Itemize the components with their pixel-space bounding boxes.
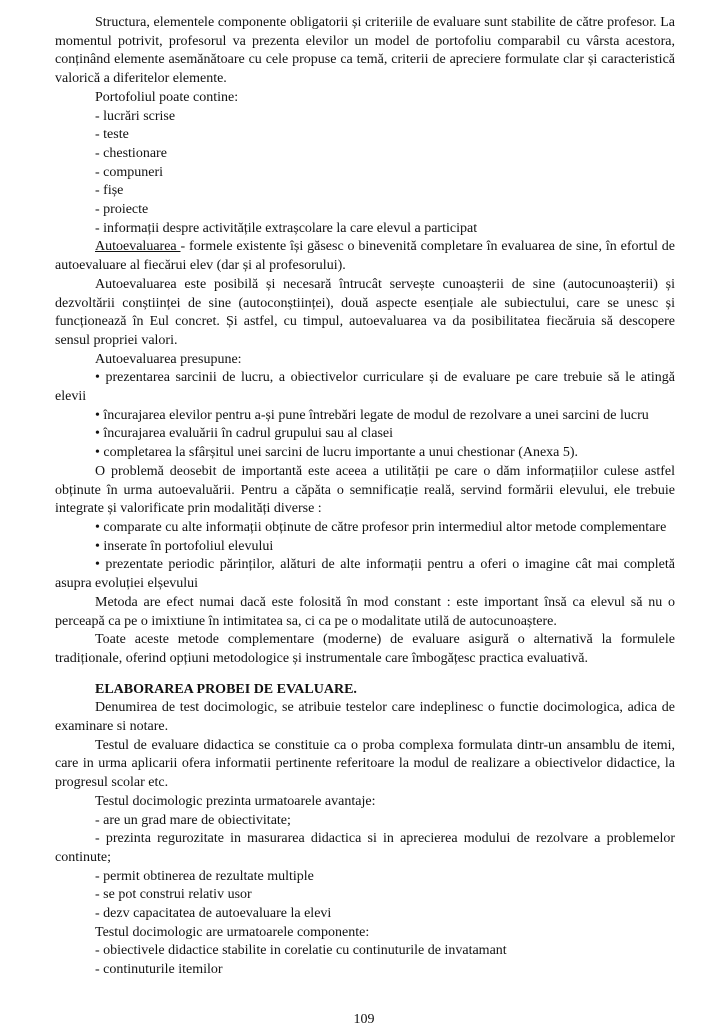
- list-item: - permit obtinerea de rezultate multiple: [95, 868, 314, 884]
- list-item: - proiecte: [95, 202, 149, 218]
- paragraph: O problemă deosebit de importantă este aceea a utilității pe care o dăm informațiilor culese astfel obținute în urma autoevaluării. Pentru a căpăta o semnificație reală, servind formării elevului, ele trebuie integrate și valorificate prin modalități diverse :: [55, 463, 675, 517]
- paragraph: Toate aceste metode complementare (moderne) de evaluare asigură o alternativă la formulele tradiționale, oferind opțiuni metodologice și instrumentale care îmbogățesc practica evaluativă.: [55, 632, 675, 666]
- list-item: - are un grad mare de obiectivitate;: [95, 812, 291, 828]
- list-item: • inserate în portofoliul elevului: [95, 538, 274, 554]
- page-body: [55, 14, 675, 980]
- list-item: - fișe: [95, 183, 124, 199]
- list-item: - chestionare: [95, 145, 167, 161]
- paragraph-text: - formele existente își găsesc o binevenită completare în evaluarea de sine, în efortul de autoevaluare al fiecărui elev (dar și al profesorului).: [55, 239, 676, 274]
- paragraph: Denumirea de test docimologic, se atribuie testelor care indeplinesc o functie docimologica, adica de examinare si notare.: [55, 700, 675, 735]
- paragraph: Testul de evaluare didactica se constituie ca o proba complexa formulata dintr-un ansamblu de itemi, care in urma aplicarii ofera informatii pertinente referitoare la modul de realizare a obiectivelor didactice, la progresul scolar etc.: [55, 737, 675, 791]
- paragraph: Portofoliul poate contine:: [95, 89, 239, 105]
- list-item: - compuneri: [95, 164, 164, 180]
- paragraph: Testul docimologic are urmatoarele componente:: [95, 924, 370, 940]
- paragraph: [55, 238, 675, 275]
- list-item: • completarea la sfârșitul unei sarcini de lucru importante a unui chestionar (Anexa 5).: [95, 445, 579, 461]
- paragraph: Metoda are efect numai dacă este folosită în mod constant : este important însă ca elevul să nu o perceapă ca pe o imixtiune în intimitatea sa, ci ca pe o modalitate utilă de autocunoaștere.: [55, 594, 675, 629]
- paragraph: Structura, elementele componente obligatorii și criteriile de evaluare sunt stabilite de către profesor. La momentul potrivit, profesorul va prezenta elevilor un model de portofoliu comparabil cu vârsta acestora, conținând elemente asemănătoare cu cele propuse ca temă, criterii de apreciere formulate clar și caracteristică valorică a diferitelor elemente.: [55, 15, 675, 87]
- underlined-term: Autoevaluarea: [95, 239, 181, 255]
- list-item: - dezv capacitatea de autoevaluare la elevi: [95, 906, 332, 922]
- list-item: - informații despre activitățile extrașcolare la care elevul a participat: [95, 220, 478, 236]
- page-number: 109: [353, 1012, 375, 1027]
- list-item: - se pot construi relativ usor: [95, 887, 252, 903]
- paragraph: Autoevaluarea este posibilă și necesară întrucât servește cunoașterii de sine (autocunoașterii) și dezvoltării conștiinței de sine (autoconștiinței), două aspecte esențiale ale subiectului, care se unesc și funcționează în Eul concret. Și astfel, cu timpul, autoevaluarea va da posibilitatea fiecăruia să descopere sensul propriei valori.: [55, 276, 675, 348]
- section-heading: ELABORAREA PROBEI DE EVALUARE.: [95, 681, 357, 697]
- list-item: • prezentate periodic părinților, alături de alte informații pentru a oferi o imagine cât mai completă asupra evoluției elșevului: [55, 557, 675, 592]
- paragraph: Autoevaluarea presupune:: [95, 351, 242, 367]
- list-item: - teste: [95, 127, 129, 143]
- list-item: - prezinta regurozitate in masurarea didactica si in aprecierea modului de rezolvare a problemelor continute;: [55, 831, 675, 865]
- list-item: • încurajarea elevilor pentru a-și pune întrebări legate de modul de rezolvare a unei sarcini de lucru: [95, 407, 649, 423]
- paragraph: Testul docimologic prezinta urmatoarele avantaje:: [95, 793, 376, 809]
- list-item: - continuturile itemilor: [95, 962, 223, 978]
- list-item: • încurajarea evaluării în cadrul grupului sau al clasei: [95, 426, 393, 442]
- list-item: - lucrări scrise: [95, 108, 176, 124]
- list-item: • prezentarea sarcinii de lucru, a obiectivelor curriculare și de evaluare pe care trebuie să le atingă elevii: [55, 370, 675, 405]
- list-item: • comparate cu alte informații obținute de către profesor prin intermediul altor metode complementare: [95, 519, 667, 535]
- list-item: - obiectivele didactice stabilite in corelatie cu continuturile de invatamant: [95, 943, 507, 959]
